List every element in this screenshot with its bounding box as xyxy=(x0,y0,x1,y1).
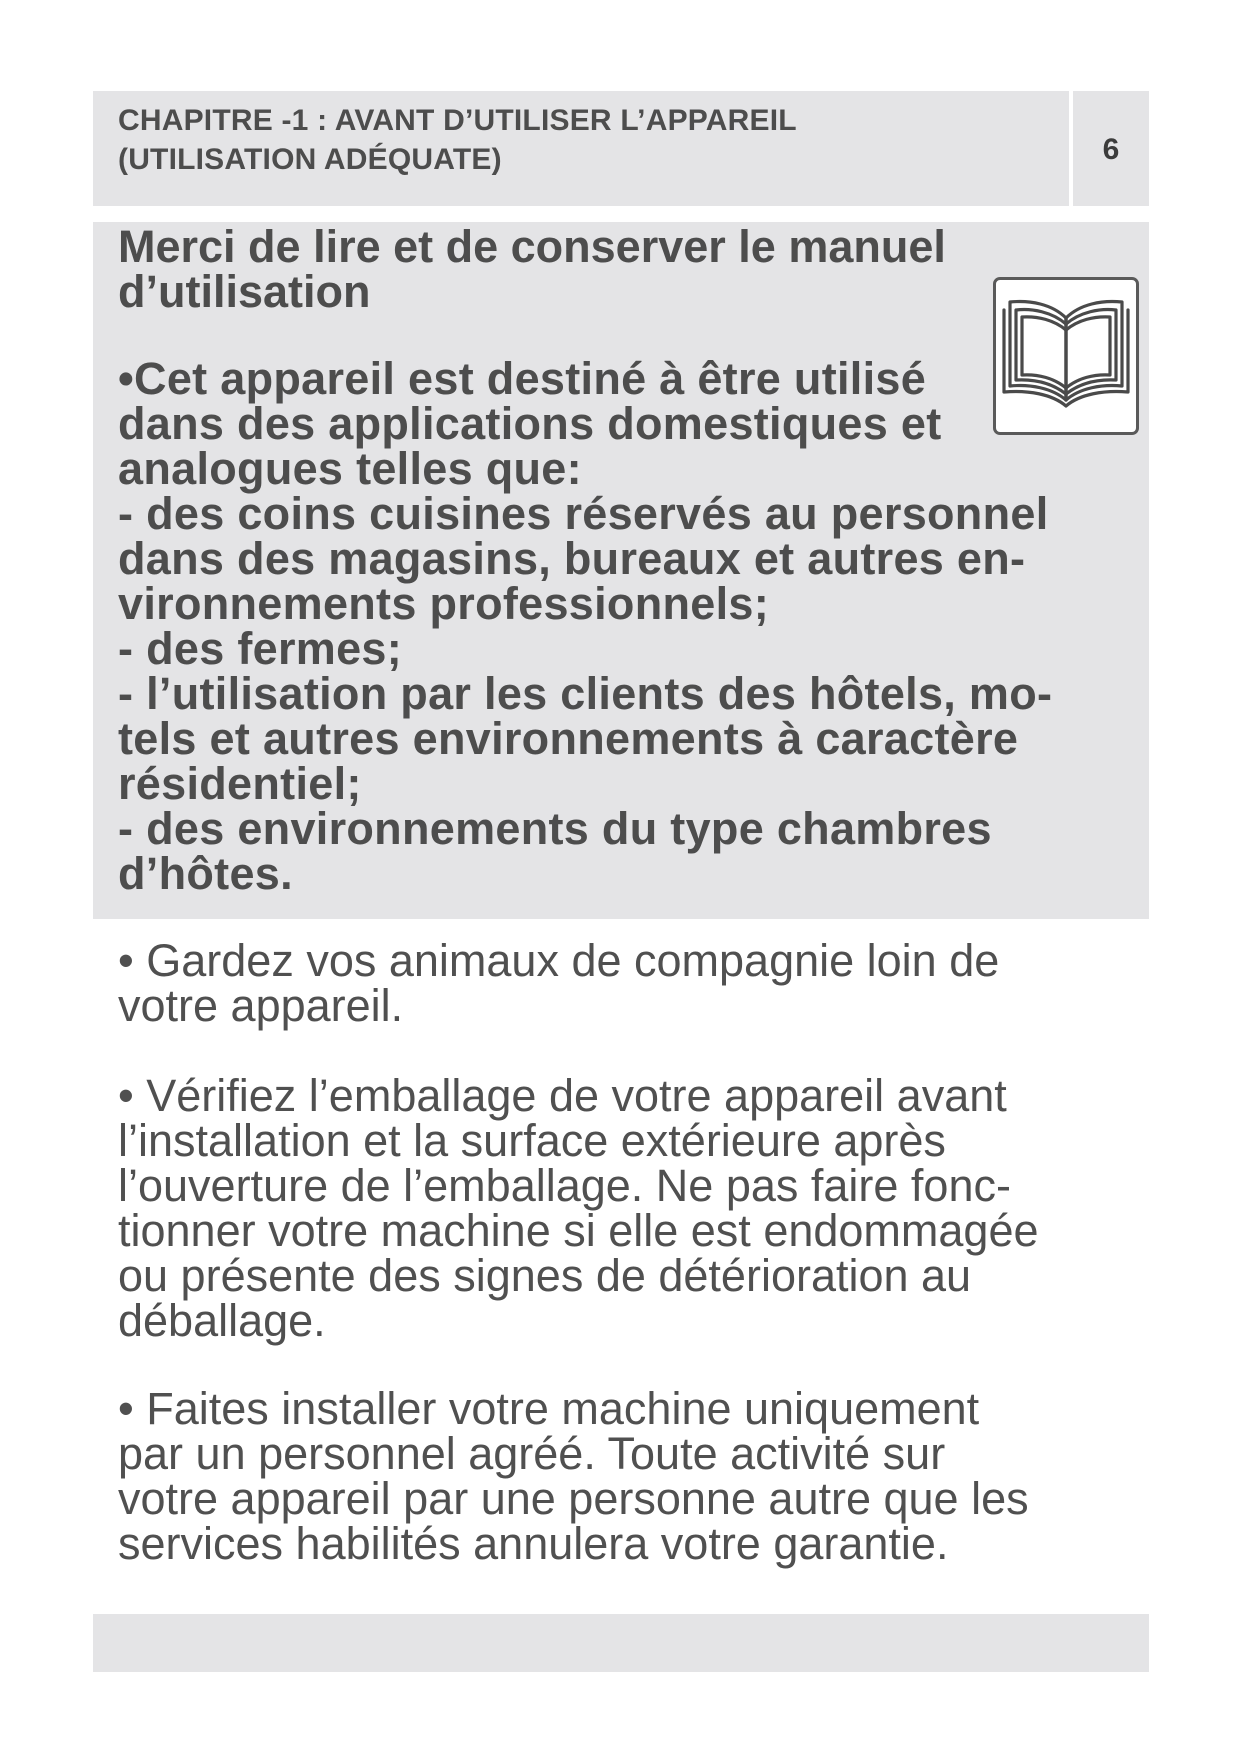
notice-title xyxy=(118,221,998,317)
paragraph-line: services habilités annulera votre garantie. xyxy=(118,1518,949,1569)
notice-body-line: - des coins cuisines réservés au personnel xyxy=(118,488,1049,539)
paragraph-line: votre appareil par une personne autre que les xyxy=(118,1473,1029,1524)
notice-body-line: dans des magasins, bureaux et autres en- xyxy=(118,533,1026,584)
notice-body-line: résidentiel; xyxy=(118,758,362,809)
chapter-title-line: (UTILISATION ADÉQUATE) xyxy=(118,143,502,176)
paragraph-line: l’ouverture de l’emballage. Ne pas faire fonc- xyxy=(118,1160,1011,1211)
notice-body-line: tels et autres environnements à caractère xyxy=(118,713,1019,764)
paragraph-line: tionner votre machine si elle est endommagée xyxy=(118,1205,1039,1256)
paragraph-line: par un personnel agréé. Toute activité sur xyxy=(118,1428,946,1479)
chapter-header xyxy=(93,91,1069,206)
footer-bar xyxy=(93,1614,1149,1672)
chapter-title xyxy=(118,101,1038,179)
paragraph-line: l’installation et la surface extérieure après xyxy=(118,1115,946,1166)
paragraph-installation xyxy=(118,1383,1118,1569)
chapter-title-line: CHAPITRE -1 : AVANT D’UTILISER L’APPAREIL xyxy=(118,104,797,137)
paragraph-line: • Faites installer votre machine uniquement xyxy=(118,1383,980,1434)
notice-panel xyxy=(93,222,1149,919)
notice-title-line: Merci de lire et de conserver le manuel xyxy=(118,221,946,272)
paragraph-line: • Vérifiez l’emballage de votre appareil avant xyxy=(118,1070,1007,1121)
notice-body xyxy=(118,353,1128,899)
notice-body-line: d’hôtes. xyxy=(118,848,293,899)
paragraph-packaging xyxy=(118,1070,1118,1346)
paragraph-line: • Gardez vos animaux de compagnie loin de xyxy=(118,935,1000,986)
paragraph-line: ou présente des signes de détérioration au xyxy=(118,1250,972,1301)
notice-body-line: analogues telles que: xyxy=(118,443,582,494)
page-number: 6 xyxy=(1102,133,1120,166)
paragraph-line: déballage. xyxy=(118,1295,326,1346)
notice-body-line: vironnements professionnels; xyxy=(118,578,770,629)
page-number-box xyxy=(1073,91,1149,206)
notice-body-line: •Cet appareil est destiné à être utilisé xyxy=(118,353,927,404)
paragraph-pets xyxy=(118,935,1118,1031)
notice-body-line: - des fermes; xyxy=(118,623,403,674)
notice-body-line: - des environnements du type chambres xyxy=(118,803,992,854)
notice-title-line: d’utilisation xyxy=(118,266,371,317)
notice-body-line: dans des applications domestiques et xyxy=(118,398,942,449)
notice-body-line: - l’utilisation par les clients des hôtels, mo- xyxy=(118,668,1053,719)
paragraph-line: votre appareil. xyxy=(118,980,404,1031)
